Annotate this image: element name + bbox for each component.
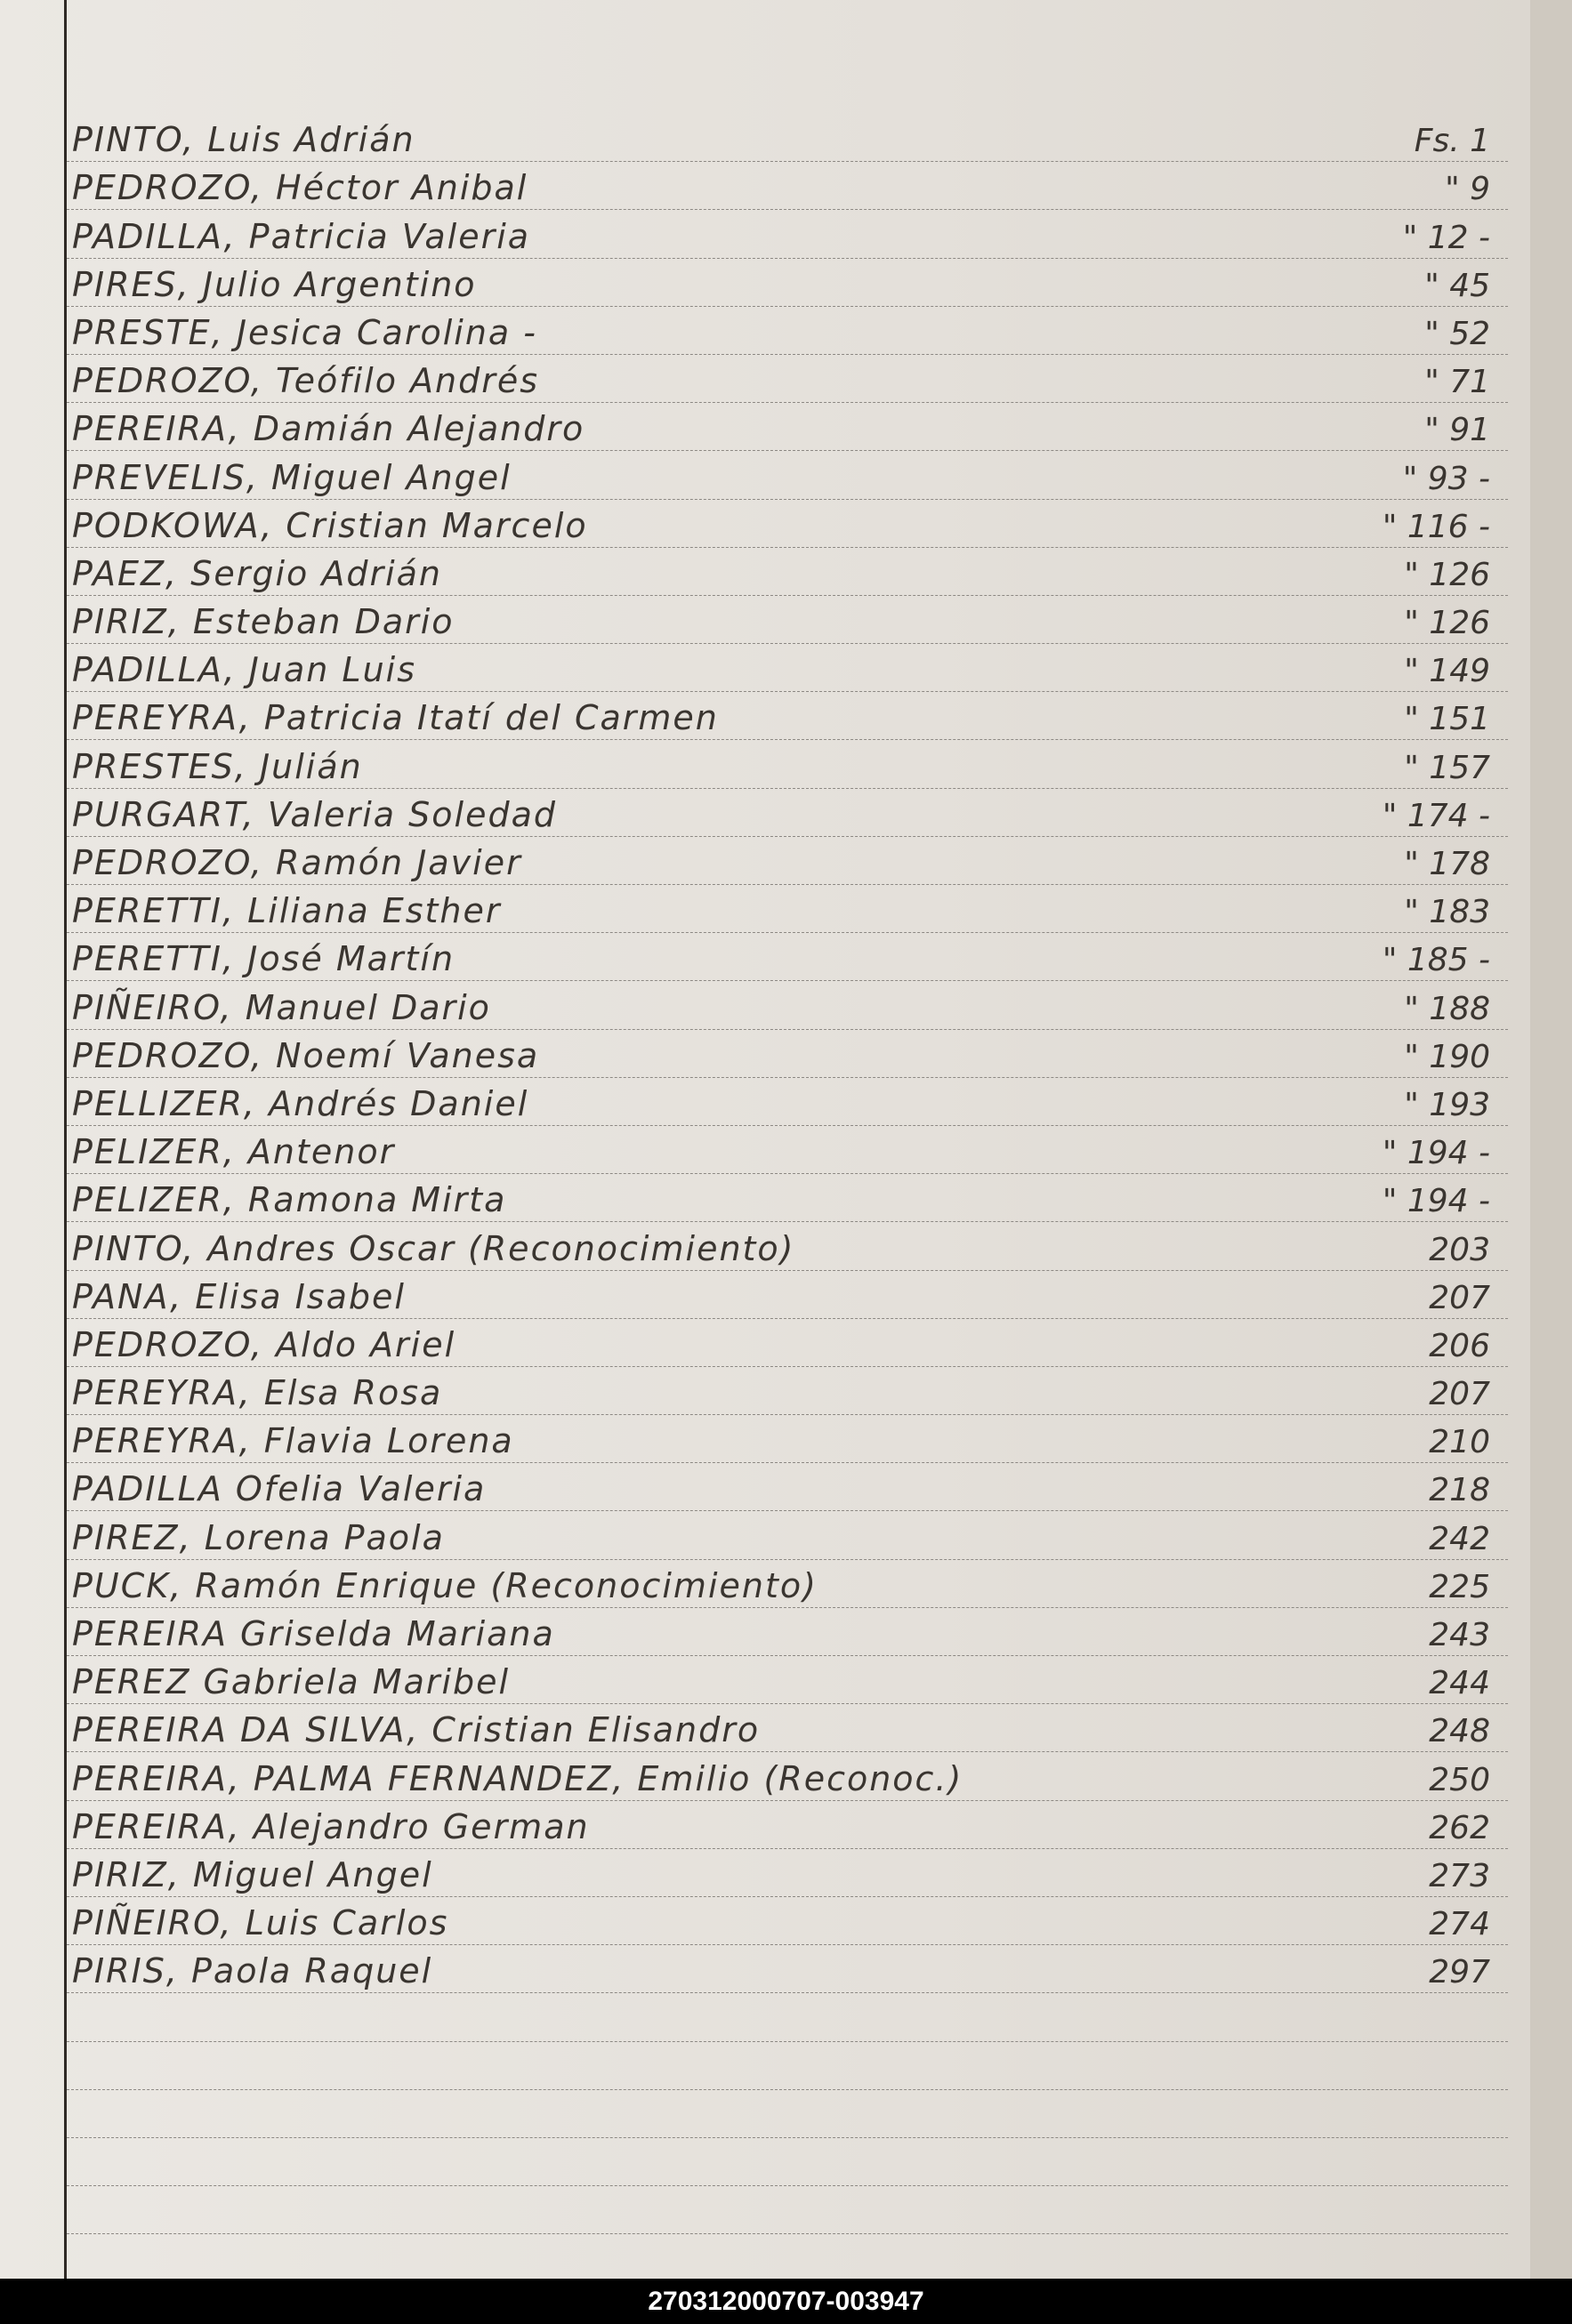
entry-folio: " 174 - (1382, 797, 1490, 834)
entry-folio: 206 (1429, 1327, 1490, 1364)
entry-name: PERETTI, José Martín (72, 939, 455, 979)
list-item (67, 981, 1508, 1029)
entry-name: PADILLA Ofelia Valeria (72, 1469, 487, 1509)
entry-folio: 243 (1429, 1617, 1490, 1653)
document-id: 270312000707-003947 (648, 2286, 924, 2316)
list-item (67, 692, 1508, 740)
entry-folio: " 185 - (1382, 942, 1490, 979)
entry-folio: 218 (1429, 1472, 1490, 1509)
entry-folio: 262 (1429, 1809, 1490, 1846)
entry-folio: 273 (1429, 1857, 1490, 1894)
entry-folio: " 188 (1404, 990, 1490, 1027)
entry-folio: 244 (1429, 1665, 1490, 1702)
entry-name: PEREIRA, Damián Alejandro (72, 409, 585, 449)
entry-folio: 225 (1429, 1568, 1490, 1605)
entry-name: PIRIZ, Miguel Angel (72, 1854, 433, 1894)
entry-folio: " 126 (1404, 605, 1490, 642)
index-list (67, 114, 1508, 2234)
list-item (67, 1752, 1508, 1800)
entry-name: PIRES, Julio Argentino (72, 264, 477, 304)
list-item (67, 259, 1508, 307)
list-item (67, 1126, 1508, 1174)
entry-name: PURGART, Valeria Soledad (72, 794, 558, 834)
entry-name: PEDROZO, Héctor Anibal (72, 168, 528, 208)
list-item (67, 1319, 1508, 1367)
entry-folio: " 190 (1404, 1038, 1490, 1075)
entry-folio: Fs. 1 (1414, 123, 1490, 160)
list-item (67, 885, 1508, 933)
list-item (67, 596, 1508, 644)
list-item (67, 1608, 1508, 1656)
entry-folio: " 183 (1404, 894, 1490, 931)
entry-name: PELIZER, Ramona Mirta (72, 1180, 507, 1220)
list-item (67, 2186, 1508, 2234)
entry-name: PIRIZ, Esteban Dario (72, 602, 455, 642)
list-item (67, 2138, 1508, 2186)
entry-name: PINTO, Andres Oscar (Reconocimiento) (72, 1228, 795, 1268)
entry-name: PAEZ, Sergio Adrián (72, 553, 443, 593)
list-item (67, 1945, 1508, 1993)
entry-name: PODKOWA, Cristian Marcelo (72, 505, 588, 545)
entry-name: PEREIRA Griselda Mariana (72, 1614, 555, 1653)
list-item (67, 1560, 1508, 1608)
entry-name: PEREIRA, PALMA FERNANDEZ, Emilio (Reconoc.) (72, 1758, 963, 1798)
list-item (67, 1030, 1508, 1078)
entry-name: PRESTE, Jesica Carolina - (72, 312, 537, 352)
entry-folio: " 9 (1445, 171, 1490, 208)
entry-name: PIÑEIRO, Manuel Dario (72, 987, 491, 1027)
entry-name: PUCK, Ramón Enrique (Reconocimiento) (72, 1565, 818, 1605)
entry-name: PELIZER, Antenor (72, 1132, 396, 1172)
entry-folio: " 45 (1424, 267, 1490, 304)
entry-name: PEDROZO, Noemí Vanesa (72, 1035, 540, 1075)
list-item (67, 1897, 1508, 1945)
list-item (67, 1367, 1508, 1415)
entry-folio: 248 (1429, 1713, 1490, 1750)
list-item (67, 2090, 1508, 2138)
list-item (67, 1415, 1508, 1463)
list-item (67, 114, 1508, 162)
entry-name: PADILLA, Patricia Valeria (72, 216, 531, 256)
entry-folio: 203 (1429, 1231, 1490, 1268)
list-item (67, 933, 1508, 981)
list-item (67, 1078, 1508, 1126)
entry-folio: 207 (1429, 1376, 1490, 1413)
entry-name: PINTO, Luis Adrián (72, 120, 415, 160)
entry-name: PERETTI, Liliana Esther (72, 891, 502, 931)
entry-name: PRESTES, Julián (72, 746, 363, 786)
list-item (67, 1849, 1508, 1897)
list-item (67, 2042, 1508, 2090)
list-item (67, 548, 1508, 596)
list-item (67, 1222, 1508, 1270)
entry-folio: " 149 (1404, 653, 1490, 690)
entry-name: PEDROZO, Teófilo Andrés (72, 361, 540, 401)
entry-name: PEREYRA, Elsa Rosa (72, 1373, 443, 1413)
entry-name: PANA, Elisa Isabel (72, 1276, 406, 1316)
adjacent-page-edge (1530, 0, 1572, 2279)
entry-folio: " 194 - (1382, 1135, 1490, 1172)
list-item (67, 789, 1508, 837)
entry-folio: " 178 (1404, 846, 1490, 882)
entry-folio: " 126 (1404, 556, 1490, 593)
list-item (67, 500, 1508, 548)
entry-name: PIRIS, Paola Raquel (72, 1951, 433, 1991)
entry-folio: " 91 (1424, 412, 1490, 449)
list-item (67, 1174, 1508, 1222)
entry-name: PEREIRA, Alejandro German (72, 1806, 590, 1846)
list-item (67, 210, 1508, 258)
entry-name: PELLIZER, Andrés Daniel (72, 1083, 529, 1123)
list-item (67, 307, 1508, 355)
entry-name: PIREZ, Lorena Paola (72, 1517, 445, 1557)
entry-name: PREVELIS, Miguel Angel (72, 457, 512, 497)
entry-name: PEREZ Gabriela Maribel (72, 1662, 511, 1702)
entry-folio: " 93 - (1402, 460, 1490, 497)
entry-folio: 242 (1429, 1520, 1490, 1557)
list-item (67, 451, 1508, 499)
entry-folio: " 151 (1404, 701, 1490, 738)
entry-name: PEREYRA, Patricia Itatí del Carmen (72, 698, 719, 738)
entry-folio: " 157 (1404, 749, 1490, 786)
list-item (67, 1704, 1508, 1752)
list-item (67, 1656, 1508, 1704)
list-item (67, 740, 1508, 788)
entry-folio: 210 (1429, 1424, 1490, 1461)
entry-name: PEDROZO, Ramón Javier (72, 843, 522, 882)
list-item (67, 403, 1508, 451)
list-item (67, 1511, 1508, 1559)
entry-folio: 207 (1429, 1279, 1490, 1316)
entry-folio: " 194 - (1382, 1183, 1490, 1220)
list-item (67, 1463, 1508, 1511)
entry-folio: " 71 (1424, 364, 1490, 401)
entry-folio: 250 (1429, 1761, 1490, 1798)
entry-name: PADILLA, Juan Luis (72, 650, 417, 690)
list-item (67, 355, 1508, 403)
list-item (67, 1801, 1508, 1849)
list-item (67, 644, 1508, 692)
entry-name: PIÑEIRO, Luis Carlos (72, 1903, 449, 1943)
entry-folio: 297 (1429, 1954, 1490, 1991)
entry-folio: " 52 (1424, 315, 1490, 352)
list-item (67, 1271, 1508, 1319)
entry-folio: 274 (1429, 1906, 1490, 1943)
footer-bar (0, 2279, 1572, 2324)
entry-folio: " 193 (1404, 1086, 1490, 1123)
entry-name: PEREYRA, Flavia Lorena (72, 1421, 514, 1461)
entry-name: PEDROZO, Aldo Ariel (72, 1324, 456, 1364)
entry-folio: " 12 - (1402, 219, 1490, 256)
entry-name: PEREIRA DA SILVA, Cristian Elisandro (72, 1710, 761, 1750)
list-item (67, 162, 1508, 210)
entry-folio: " 116 - (1382, 508, 1490, 545)
list-item (67, 1993, 1508, 2041)
list-item (67, 837, 1508, 885)
